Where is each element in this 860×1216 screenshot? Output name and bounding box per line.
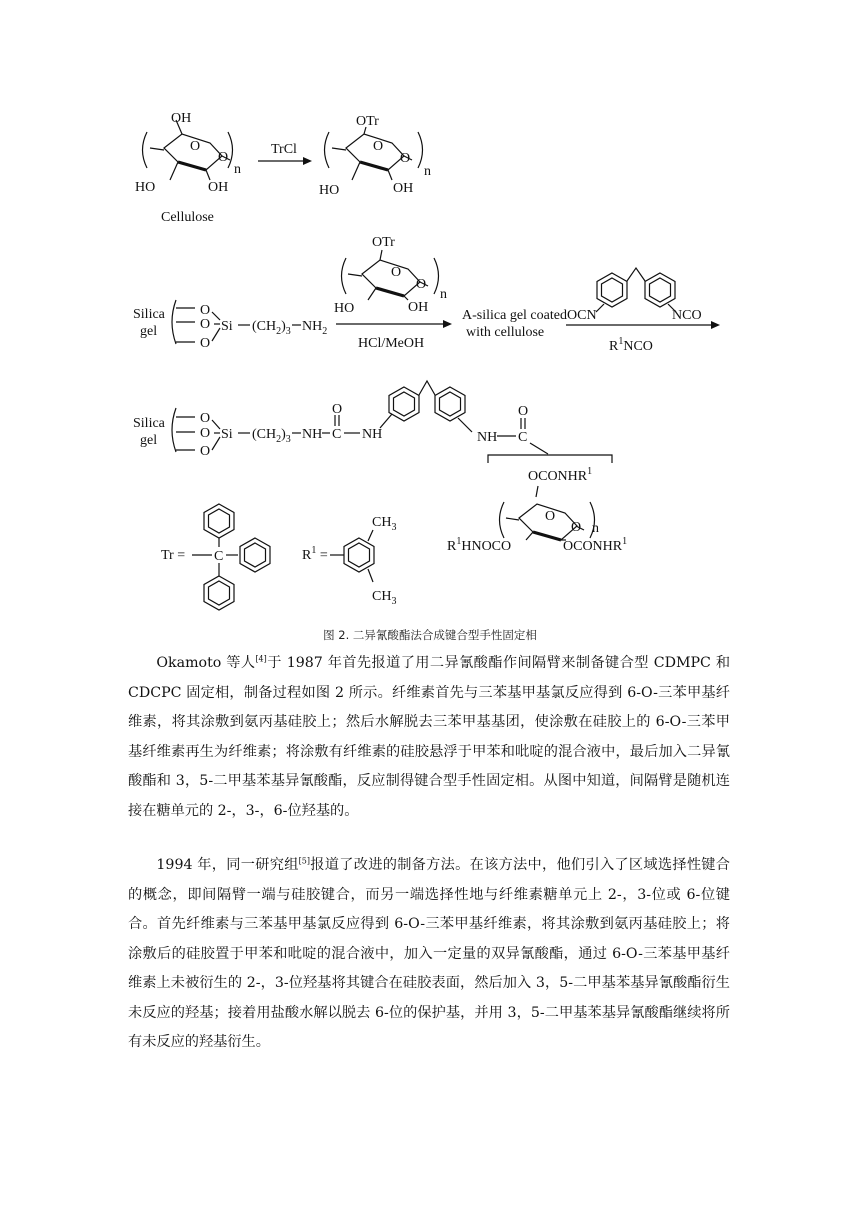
r1-definition xyxy=(302,515,396,607)
svg-text:O: O xyxy=(200,303,211,318)
svg-text:R1 =: $R^1$ = xyxy=(302,545,328,563)
svg-text:A-silica gel coated: A-silica gel coated xyxy=(462,308,567,323)
citation: [5] xyxy=(298,856,311,866)
svg-text:OH: OH xyxy=(171,111,192,126)
trcl-arrow xyxy=(258,142,312,165)
svg-text:R1HNOCO: $R^1HNOCO$ xyxy=(447,536,512,554)
svg-text:HO: HO xyxy=(334,301,355,316)
svg-text:R1NCO: $R^1NCO$ xyxy=(609,336,653,354)
coated-gel-label xyxy=(462,308,567,340)
svg-text:C: C xyxy=(214,549,224,564)
citation: [4] xyxy=(255,654,267,664)
svg-text:O: O xyxy=(200,336,211,351)
svg-text:Si: Si xyxy=(221,319,233,334)
trityl-cellulose-reagent xyxy=(334,235,447,316)
svg-text:HO: HO xyxy=(135,180,156,195)
svg-text:O: O xyxy=(416,277,427,292)
svg-text:C: C xyxy=(518,430,528,445)
cellulose-structure xyxy=(135,111,241,225)
svg-text:gel: gel xyxy=(140,324,158,339)
svg-text:O: O xyxy=(518,404,529,419)
svg-text:OCN: OCN xyxy=(567,308,597,323)
svg-text:HCl/MeOH: HCl/MeOH xyxy=(358,336,425,351)
svg-text:O: O xyxy=(332,402,343,417)
svg-text:Silica: Silica xyxy=(133,307,165,322)
svg-text:OTr: OTr xyxy=(356,114,379,129)
paragraph-1: Okamoto 等人[4]于 1987 年首先报道了用二异氰酸酯作间隔臂来制备键合型 CDMPC 和 CDCPC 固定相，制备过程如图 2 所示。纤维素首先与三苯基甲基氯反应得到 6-O-三苯甲基纤维素，将其涂敷到氨丙基硅胶上；然后水解脱去三苯甲基基团，使涂敷在硅胶上的 6-O-三苯甲基纤维素再生为纤维素；将涂敷有纤维素的硅胶悬浮于甲苯和吡啶的混合液中，最后加入二异氰酸酯和 3，5-二甲基苯基异氰酸酯，反应制得键合型手性固定相。从图中知道，间隔臂是随机连接在糖单元的 2-，3-，6-位羟基的。 xyxy=(128,654,731,819)
trityl-definition xyxy=(161,504,270,610)
svg-text:n: n xyxy=(592,521,599,536)
svg-text:O: O xyxy=(545,509,556,524)
svg-text:C: C xyxy=(332,427,342,442)
svg-text:Silica: Silica xyxy=(133,416,165,431)
svg-text:n: n xyxy=(424,164,431,179)
svg-text:O: O xyxy=(200,317,211,332)
svg-text:NH: NH xyxy=(302,427,323,442)
trityl-cellulose-structure xyxy=(319,114,431,198)
svg-text:with cellulose: with cellulose xyxy=(466,325,545,340)
svg-text:O: O xyxy=(200,444,211,459)
bonded-csp xyxy=(133,381,612,463)
svg-text:Si: Si xyxy=(221,427,233,442)
svg-text:CH3: $CH_3$ xyxy=(372,589,397,607)
svg-text:Cellulose: Cellulose xyxy=(161,210,214,225)
diisocyanate-arrow xyxy=(566,268,720,354)
svg-text:n: n xyxy=(234,162,241,177)
svg-text:O: O xyxy=(190,139,201,154)
derivatized-cellulose xyxy=(447,466,627,554)
svg-text:CH3: $CH_3$ xyxy=(372,515,397,533)
svg-text:TrCl: TrCl xyxy=(271,142,297,157)
svg-text:OH: OH xyxy=(393,181,414,196)
svg-text:O: O xyxy=(571,520,582,535)
svg-text:OTr: OTr xyxy=(372,235,395,250)
svg-text:NCO: NCO xyxy=(672,308,702,323)
svg-text:OCONHR1: OCONHR$^1$ xyxy=(563,536,628,554)
svg-text:O: O xyxy=(200,411,211,426)
svg-text:NH: NH xyxy=(362,427,383,442)
svg-text:(CH2)3: $(CH_2)_3$ xyxy=(252,427,291,445)
svg-text:HO: HO xyxy=(319,183,340,198)
svg-text:O: O xyxy=(391,265,402,280)
svg-text:O: O xyxy=(400,151,411,166)
svg-text:OH: OH xyxy=(208,180,229,195)
svg-text:O: O xyxy=(200,426,211,441)
svg-text:(CH2)3: $(CH_2)_3$ xyxy=(252,319,291,337)
paragraph-2: 1994 年，同一研究组[5]报道了改进的制备方法。在该方法中，他们引入了区域选择性键合的概念，即间隔臂一端与硅胶键合，而另一端选择性地与纤维素糖单元上 2-，3-位或 6-位键合。首先纤维素与三苯基甲基氯反应得到 6-O-三苯甲基纤维素，将其涂敷到氨丙基硅胶上；将涂敷后的硅胶置于甲苯和吡啶的混合液中，加入一定量的双异氰酸酯，通过 6-O-三苯基甲基纤维素上未被衍生的 2-，3-位羟基将其键合在硅胶表面，然后加入 3，5-二甲基苯基异氰酸酯衍生未反应的羟基；接着用盐酸水解以脱去 6-位的保护基，并用 3，5-二甲基苯基异氰酸酯继续将所有未反应的羟基衍生。 xyxy=(128,856,730,1050)
aminopropyl-silica xyxy=(133,300,327,351)
svg-text:n: n xyxy=(440,287,447,302)
svg-text:OCONHR1: OCONHR$^1$ xyxy=(528,466,593,484)
svg-text:NH2: $NH_2$ xyxy=(302,319,328,337)
svg-text:gel: gel xyxy=(140,433,158,448)
svg-text:O: O xyxy=(218,150,229,165)
hcl-meoh-arrow xyxy=(336,320,452,351)
figure-caption: 图 2. 二异氰酸酯法合成键合型手性固定相 xyxy=(323,628,537,642)
svg-text:O: O xyxy=(373,139,384,154)
svg-text:Tr =: Tr = xyxy=(161,548,186,563)
svg-text:OH: OH xyxy=(408,300,429,315)
svg-text:NH: NH xyxy=(477,430,498,445)
